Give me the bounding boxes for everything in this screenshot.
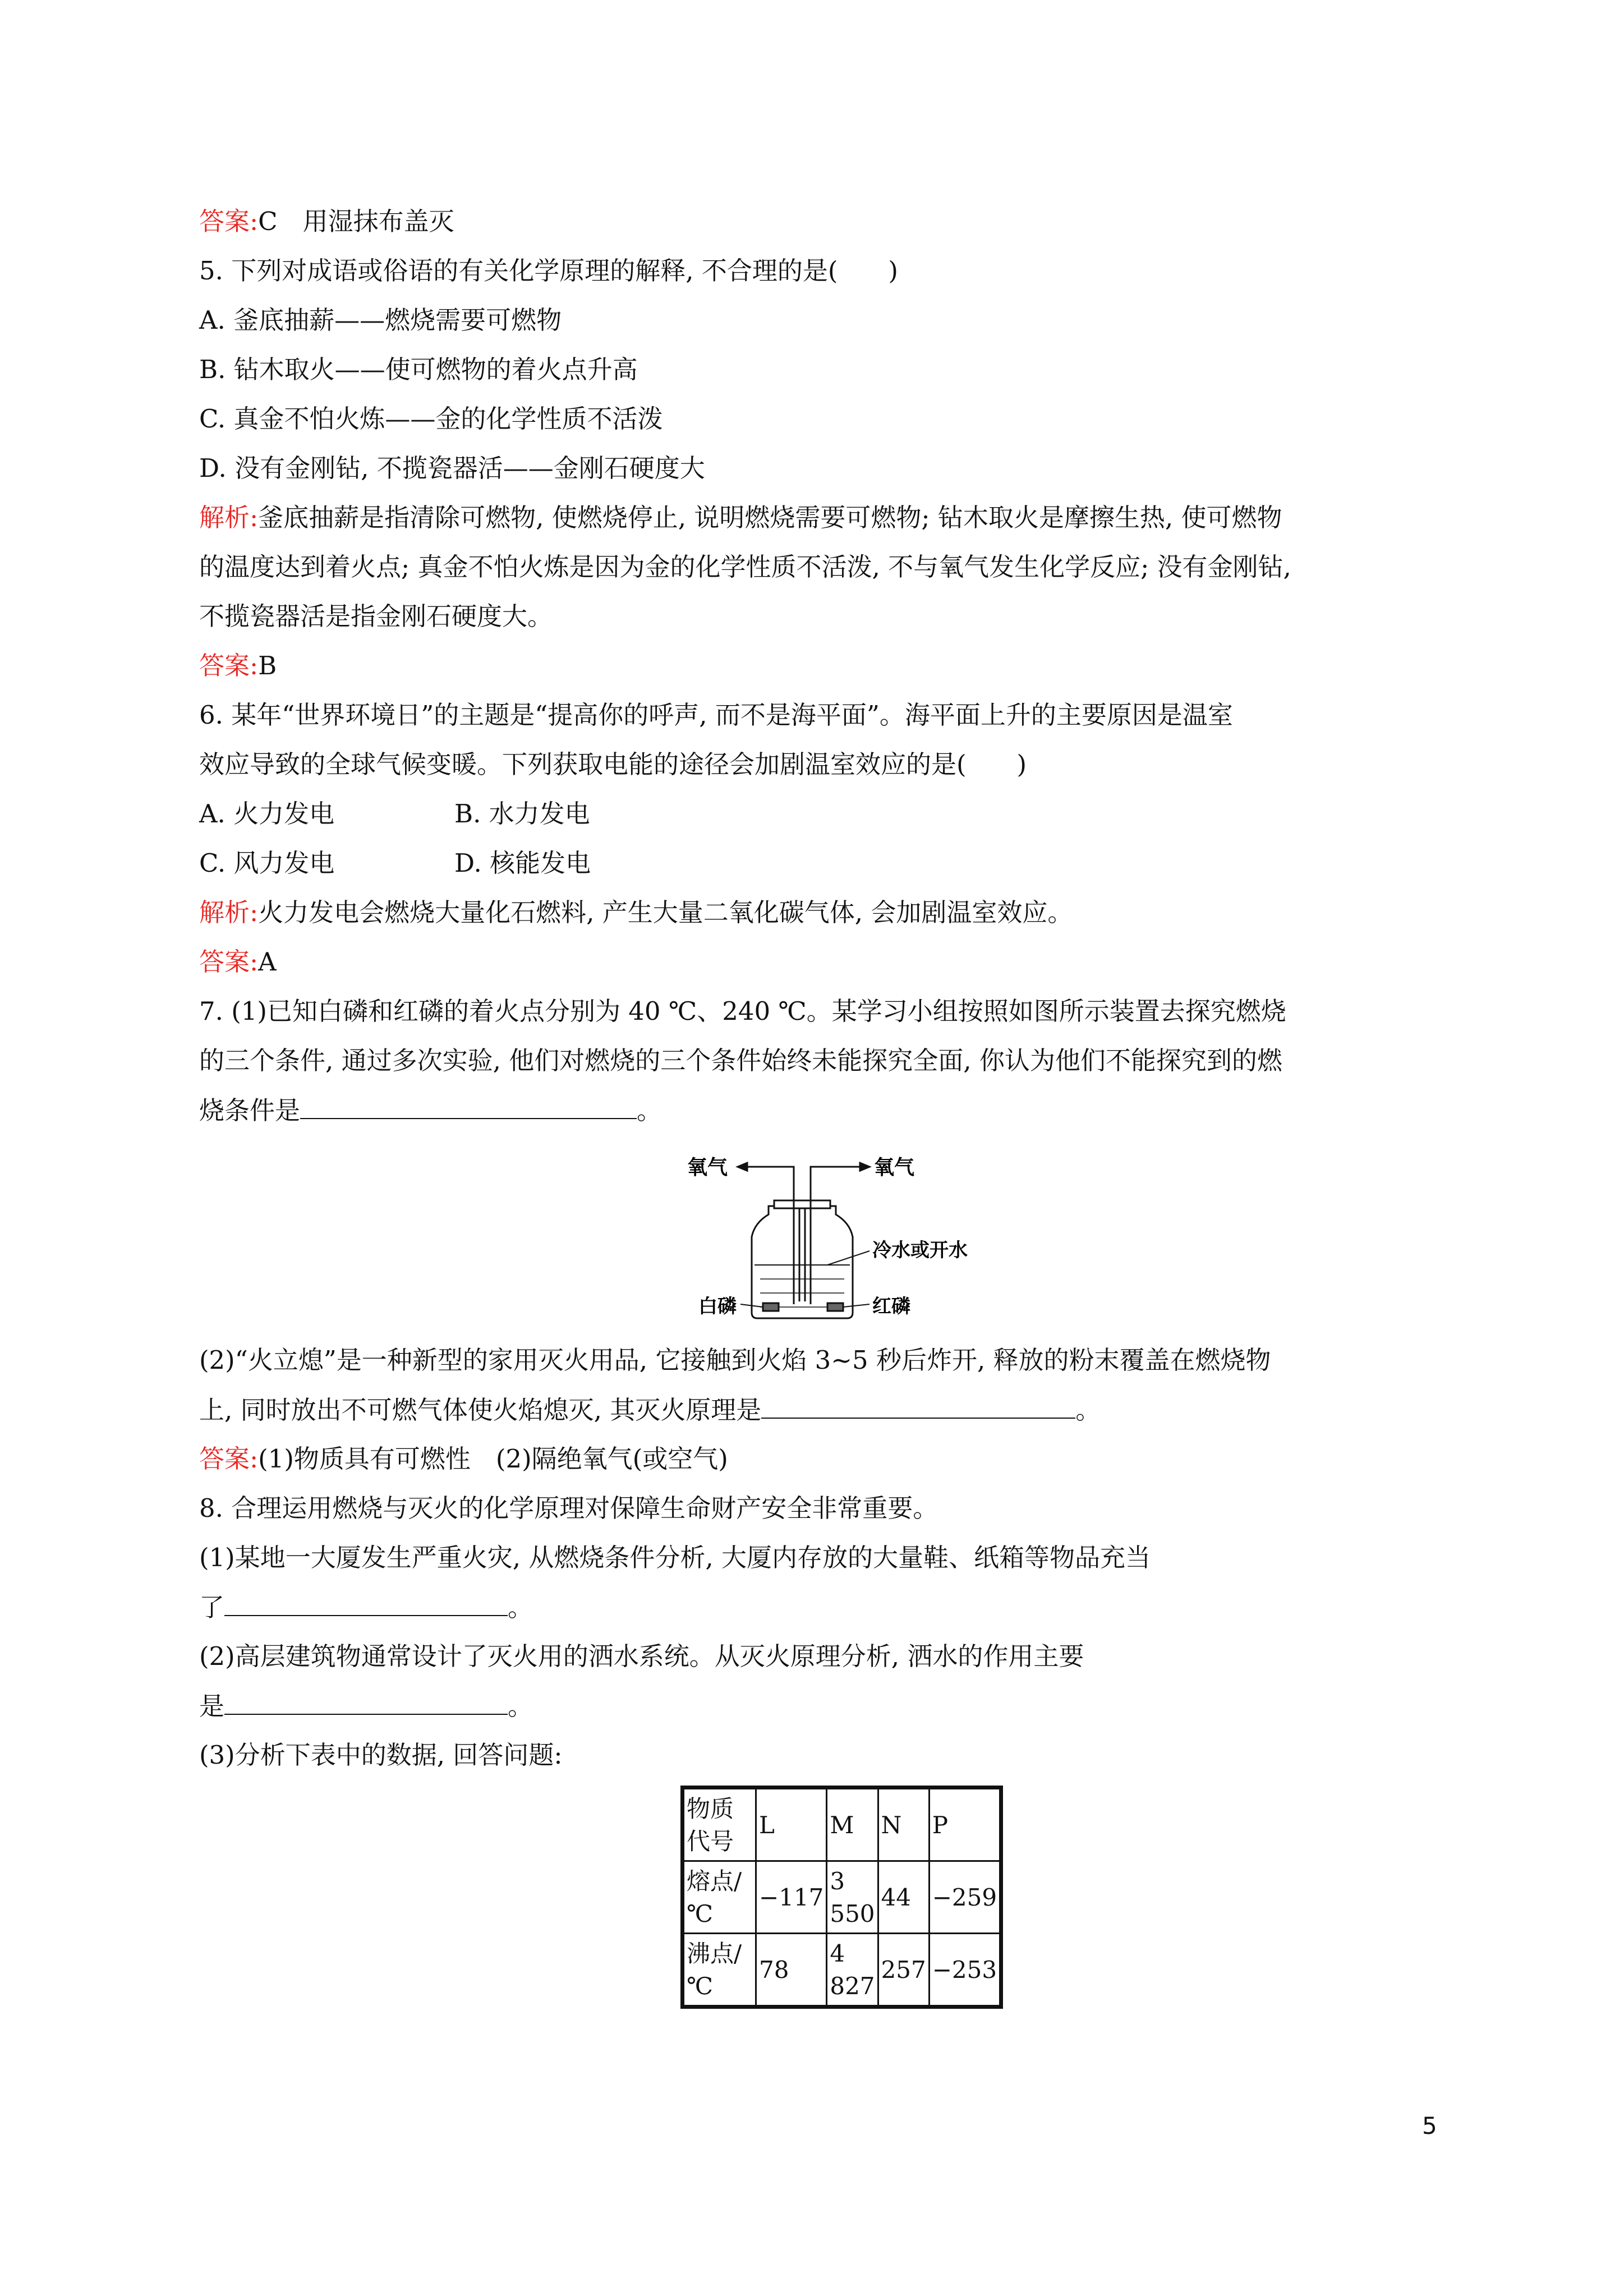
question-8-part-2: (2)高层建筑物通常设计了灭火用的洒水系统。从灭火原理分析, 洒水的作用主要: [199, 1641, 1084, 1671]
analysis-text: 釜底抽薪是指清除可燃物, 使燃烧停止, 说明燃烧需要可燃物; 钻木取火是摩擦生热, 使可燃物: [258, 503, 1282, 532]
answer-label: 答案:: [199, 651, 259, 680]
answer-blank: [224, 1689, 508, 1715]
question-text: 上, 同时放出不可燃气体使火焰熄灭, 其灭火原理是: [199, 1395, 762, 1425]
question-7-part-2-line-2: [199, 1393, 1101, 1427]
answer-label: 答案:: [199, 947, 259, 977]
option-a: A. 釜底抽薪——燃烧需要可燃物: [199, 305, 562, 335]
table-cell: L: [756, 1788, 827, 1861]
option-b: B. 钻木取火——使可燃物的着火点升高: [199, 355, 638, 384]
analysis-label: 解析:: [199, 503, 259, 532]
table-cell: 44: [878, 1861, 929, 1934]
table-row: [683, 1861, 1001, 1934]
question-8-part-3: (3)分析下表中的数据, 回答问题:: [199, 1740, 563, 1770]
period: 。: [508, 1593, 533, 1622]
question-7-line-3: [199, 1093, 662, 1128]
analysis-line: [199, 896, 1073, 930]
question-text: 烧条件是: [199, 1096, 301, 1125]
question-8-part-2-line-2: [199, 1689, 533, 1723]
analysis-label: 解析:: [199, 898, 259, 927]
answer-text: A: [258, 947, 277, 977]
question-7: 7. (1)已知白磷和红磷的着火点分别为 40 ℃、240 ℃。某学习小组按照如图所示装置去探究燃烧: [199, 996, 1286, 1026]
period: 。: [637, 1096, 663, 1125]
table-cell: M: [827, 1788, 878, 1861]
analysis-line-2: 的温度达到着火点; 真金不怕火炼是因为金的化学性质不活泼, 不与氧气发生化学反应; 没有金刚钻,: [199, 552, 1291, 582]
answer-line: [199, 945, 277, 979]
options-row-1: [199, 797, 590, 831]
answer-line: [199, 649, 277, 683]
page-number: 5: [1422, 2112, 1437, 2139]
question-text: 是: [199, 1691, 225, 1721]
red-phosphorus-label: 红磷: [872, 1295, 910, 1318]
answer-blank: [761, 1393, 1075, 1419]
apparatus-diagram: [684, 1153, 976, 1321]
gas-bottle: [738, 1163, 869, 1318]
period: 。: [508, 1691, 533, 1721]
table-cell: 257: [878, 1934, 929, 2007]
table-cell: 3 550: [827, 1861, 878, 1934]
analysis-text: 火力发电会燃烧大量化石燃料, 产生大量二氧化碳气体, 会加剧温室效应。: [258, 898, 1073, 927]
answer-text: B: [258, 651, 277, 680]
answer-line: [199, 205, 454, 238]
table-cell: 4 827: [827, 1934, 878, 2007]
oxygen-label-right: 氧气: [874, 1156, 915, 1179]
question-text: 了: [199, 1593, 225, 1622]
period: 。: [1075, 1395, 1101, 1425]
table-row: [683, 1934, 1001, 2007]
option-b: B. 水力发电: [454, 799, 590, 829]
option-c: C. 真金不怕火炼——金的化学性质不活泼: [199, 404, 663, 434]
oxygen-label-left: 氧气: [687, 1156, 728, 1179]
answer-blank: [300, 1093, 637, 1119]
option-d: D. 没有金刚钻, 不揽瓷器活——金刚石硬度大: [199, 453, 705, 483]
data-table: [680, 1786, 1003, 2009]
table-cell: −117: [756, 1861, 827, 1934]
table-row: [683, 1788, 1001, 1861]
option-d: D. 核能发电: [454, 848, 591, 878]
question-6-line-2: 效应导致的全球气候变暖。下列获取电能的途径会加剧温室效应的是( ): [199, 749, 1027, 779]
answer-text: C 用湿抹布盖灭: [258, 206, 454, 236]
analysis-line-3: 不揽瓷器活是指金刚石硬度大。: [199, 601, 553, 631]
question-8-part-1: (1)某地一大厦发生严重火灾, 从燃烧条件分析, 大厦内存放的大量鞋、纸箱等物品充当: [199, 1543, 1151, 1572]
answer-text: (1)物质具有可燃性 (2)隔绝氧气(或空气): [258, 1444, 728, 1474]
water-label: 冷水或开水: [872, 1239, 968, 1262]
question-8-part-1-line-2: [199, 1590, 533, 1625]
option-c: C. 风力发电: [199, 848, 335, 878]
table-cell: P: [929, 1788, 1001, 1861]
analysis-line: [199, 501, 1282, 535]
question-7-line-2: 的三个条件, 通过多次实验, 他们对燃烧的三个条件始终未能探究全面, 你认为他们不能探究到的燃: [199, 1046, 1282, 1075]
table-cell: 沸点/℃: [683, 1934, 756, 2007]
question-7-part-2: (2)“火立熄”是一种新型的家用灭火用品, 它接触到火焰 3~5 秒后炸开, 释放的粉末覆盖在燃烧物: [199, 1345, 1271, 1375]
white-phosphorus-label: 白磷: [698, 1295, 737, 1318]
question-6: 6. 某年“世界环境日”的主题是“提高你的呼声, 而不是海平面”。海平面上升的主要原因是温室: [199, 700, 1233, 730]
answer-blank: [224, 1590, 508, 1616]
option-a: A. 火力发电: [199, 799, 335, 829]
answer-label: 答案:: [199, 1444, 259, 1474]
question-5: 5. 下列对成语或俗语的有关化学原理的解释, 不合理的是( ): [199, 256, 898, 286]
table-cell: −253: [929, 1934, 1001, 2007]
table-cell: 物质代号: [683, 1788, 756, 1861]
answer-line: [199, 1442, 728, 1476]
table-cell: 熔点/℃: [683, 1861, 756, 1934]
table-cell: 78: [756, 1934, 827, 2007]
table-cell: N: [878, 1788, 929, 1861]
answer-label: 答案:: [199, 206, 259, 236]
options-row-2: [199, 846, 591, 880]
table-cell: −259: [929, 1861, 1001, 1934]
question-8: 8. 合理运用燃烧与灭火的化学原理对保障生命财产安全非常重要。: [199, 1493, 938, 1523]
